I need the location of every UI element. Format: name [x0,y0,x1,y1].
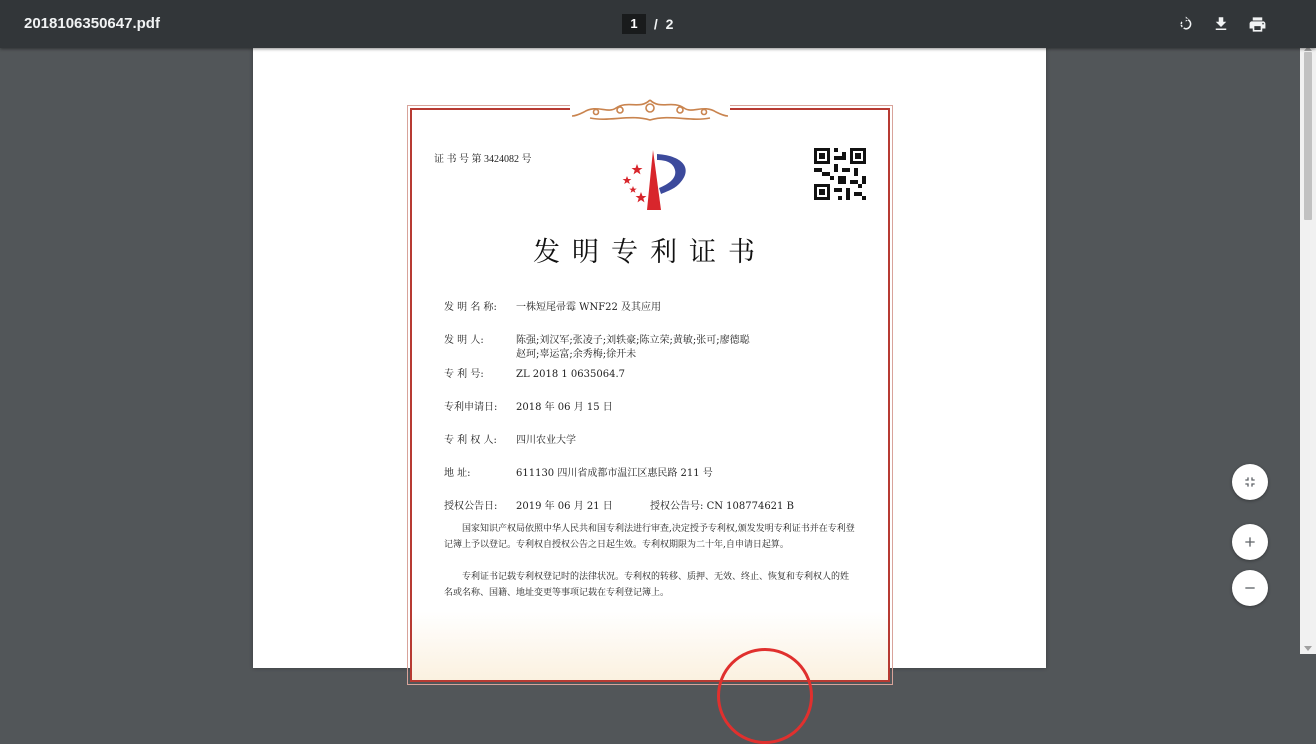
grant-number-label: 授权公告号: [650,501,704,512]
download-button[interactable] [1209,12,1233,36]
filing-date-label: 专利申请日: [444,402,498,413]
total-pages: 2 [665,16,674,32]
inventors-row [444,331,750,360]
address: 611130 四川省成都市温江区惠民路 211 号 [516,468,713,479]
file-name: 2018106350647.pdf [24,15,160,32]
certificate-paragraph-2: 专利证书记载专利权登记时的法律状况。专利权的转移、质押、无效、终止、恢复和专利权人的姓名或名称、国籍、地址变更等事项记载在专利登记簿上。 [444,572,850,598]
patent-number-label: 专 利 号: [444,369,484,380]
address-row [444,464,713,479]
invention-name-row [444,298,661,313]
inventors-label: 发 明 人: [444,335,484,346]
grant-date-row [444,497,613,512]
inventors-line2: 赵珂;辜运富;余秀梅;徐开未 [516,349,637,360]
fit-page-icon [1242,474,1258,490]
invention-name-label: 发 明 名 称: [444,302,497,313]
rotate-button[interactable] [1173,12,1197,36]
certificate-number: 证 书 号 第 3424082 号 [434,154,532,165]
download-icon [1212,15,1230,33]
pdf-toolbar [0,0,1316,48]
patentee: 四川农业大学 [516,435,576,446]
print-button[interactable] [1245,12,1269,36]
patentee-label: 专 利 权 人: [444,435,497,446]
grant-number: CN 108774621 B [706,501,794,512]
page-separator: / [653,16,658,32]
page-number-input[interactable]: 1 [622,14,646,34]
qr-code-icon [814,148,866,200]
ornament-icon [570,96,730,124]
pdf-page [253,48,1046,668]
vertical-scrollbar[interactable] [1300,48,1316,654]
zoom-out-button[interactable] [1232,570,1268,606]
grant-number-row [650,497,794,512]
patent-emblem-icon [607,148,697,212]
official-seal-icon [717,648,813,744]
grant-date-label: 授权公告日: [444,501,498,512]
certificate-paragraph-1: 国家知识产权局依照中华人民共和国专利法进行审查,决定授予专利权,颁发发明专利证书并在专利登记簿上予以登记。专利权自授权公告之日起生效。专利权期限为二十年,自申请日起算。 [444,524,855,550]
print-icon [1248,15,1267,34]
invention-name: 一株短尾帚霉 WNF22 及其应用 [516,302,662,313]
patent-number-row [444,365,625,380]
rotate-icon [1176,15,1194,33]
address-label: 地 址: [444,468,471,479]
patent-certificate [410,108,890,682]
certificate-title: 发明专利证书 [533,237,767,268]
zoom-in-button[interactable] [1232,524,1268,560]
inventors-line1: 陈强;刘汉军;张凌子;刘轶豪;陈立荣;黄敏;张可;廖德聪 [516,335,750,346]
fit-page-button[interactable] [1232,464,1268,500]
filing-date: 2018 年 06 月 15 日 [516,402,613,413]
filing-date-row [444,398,613,413]
zoom-in-icon [1242,534,1258,550]
page-indicator [622,14,673,34]
scroll-down-arrow-icon[interactable] [1304,646,1312,651]
patentee-row [444,431,576,446]
grant-date: 2019 年 06 月 21 日 [516,501,613,512]
scrollbar-thumb[interactable] [1304,52,1312,220]
patent-number: ZL 2018 1 0635064.7 [516,369,626,380]
zoom-out-icon [1242,580,1258,596]
